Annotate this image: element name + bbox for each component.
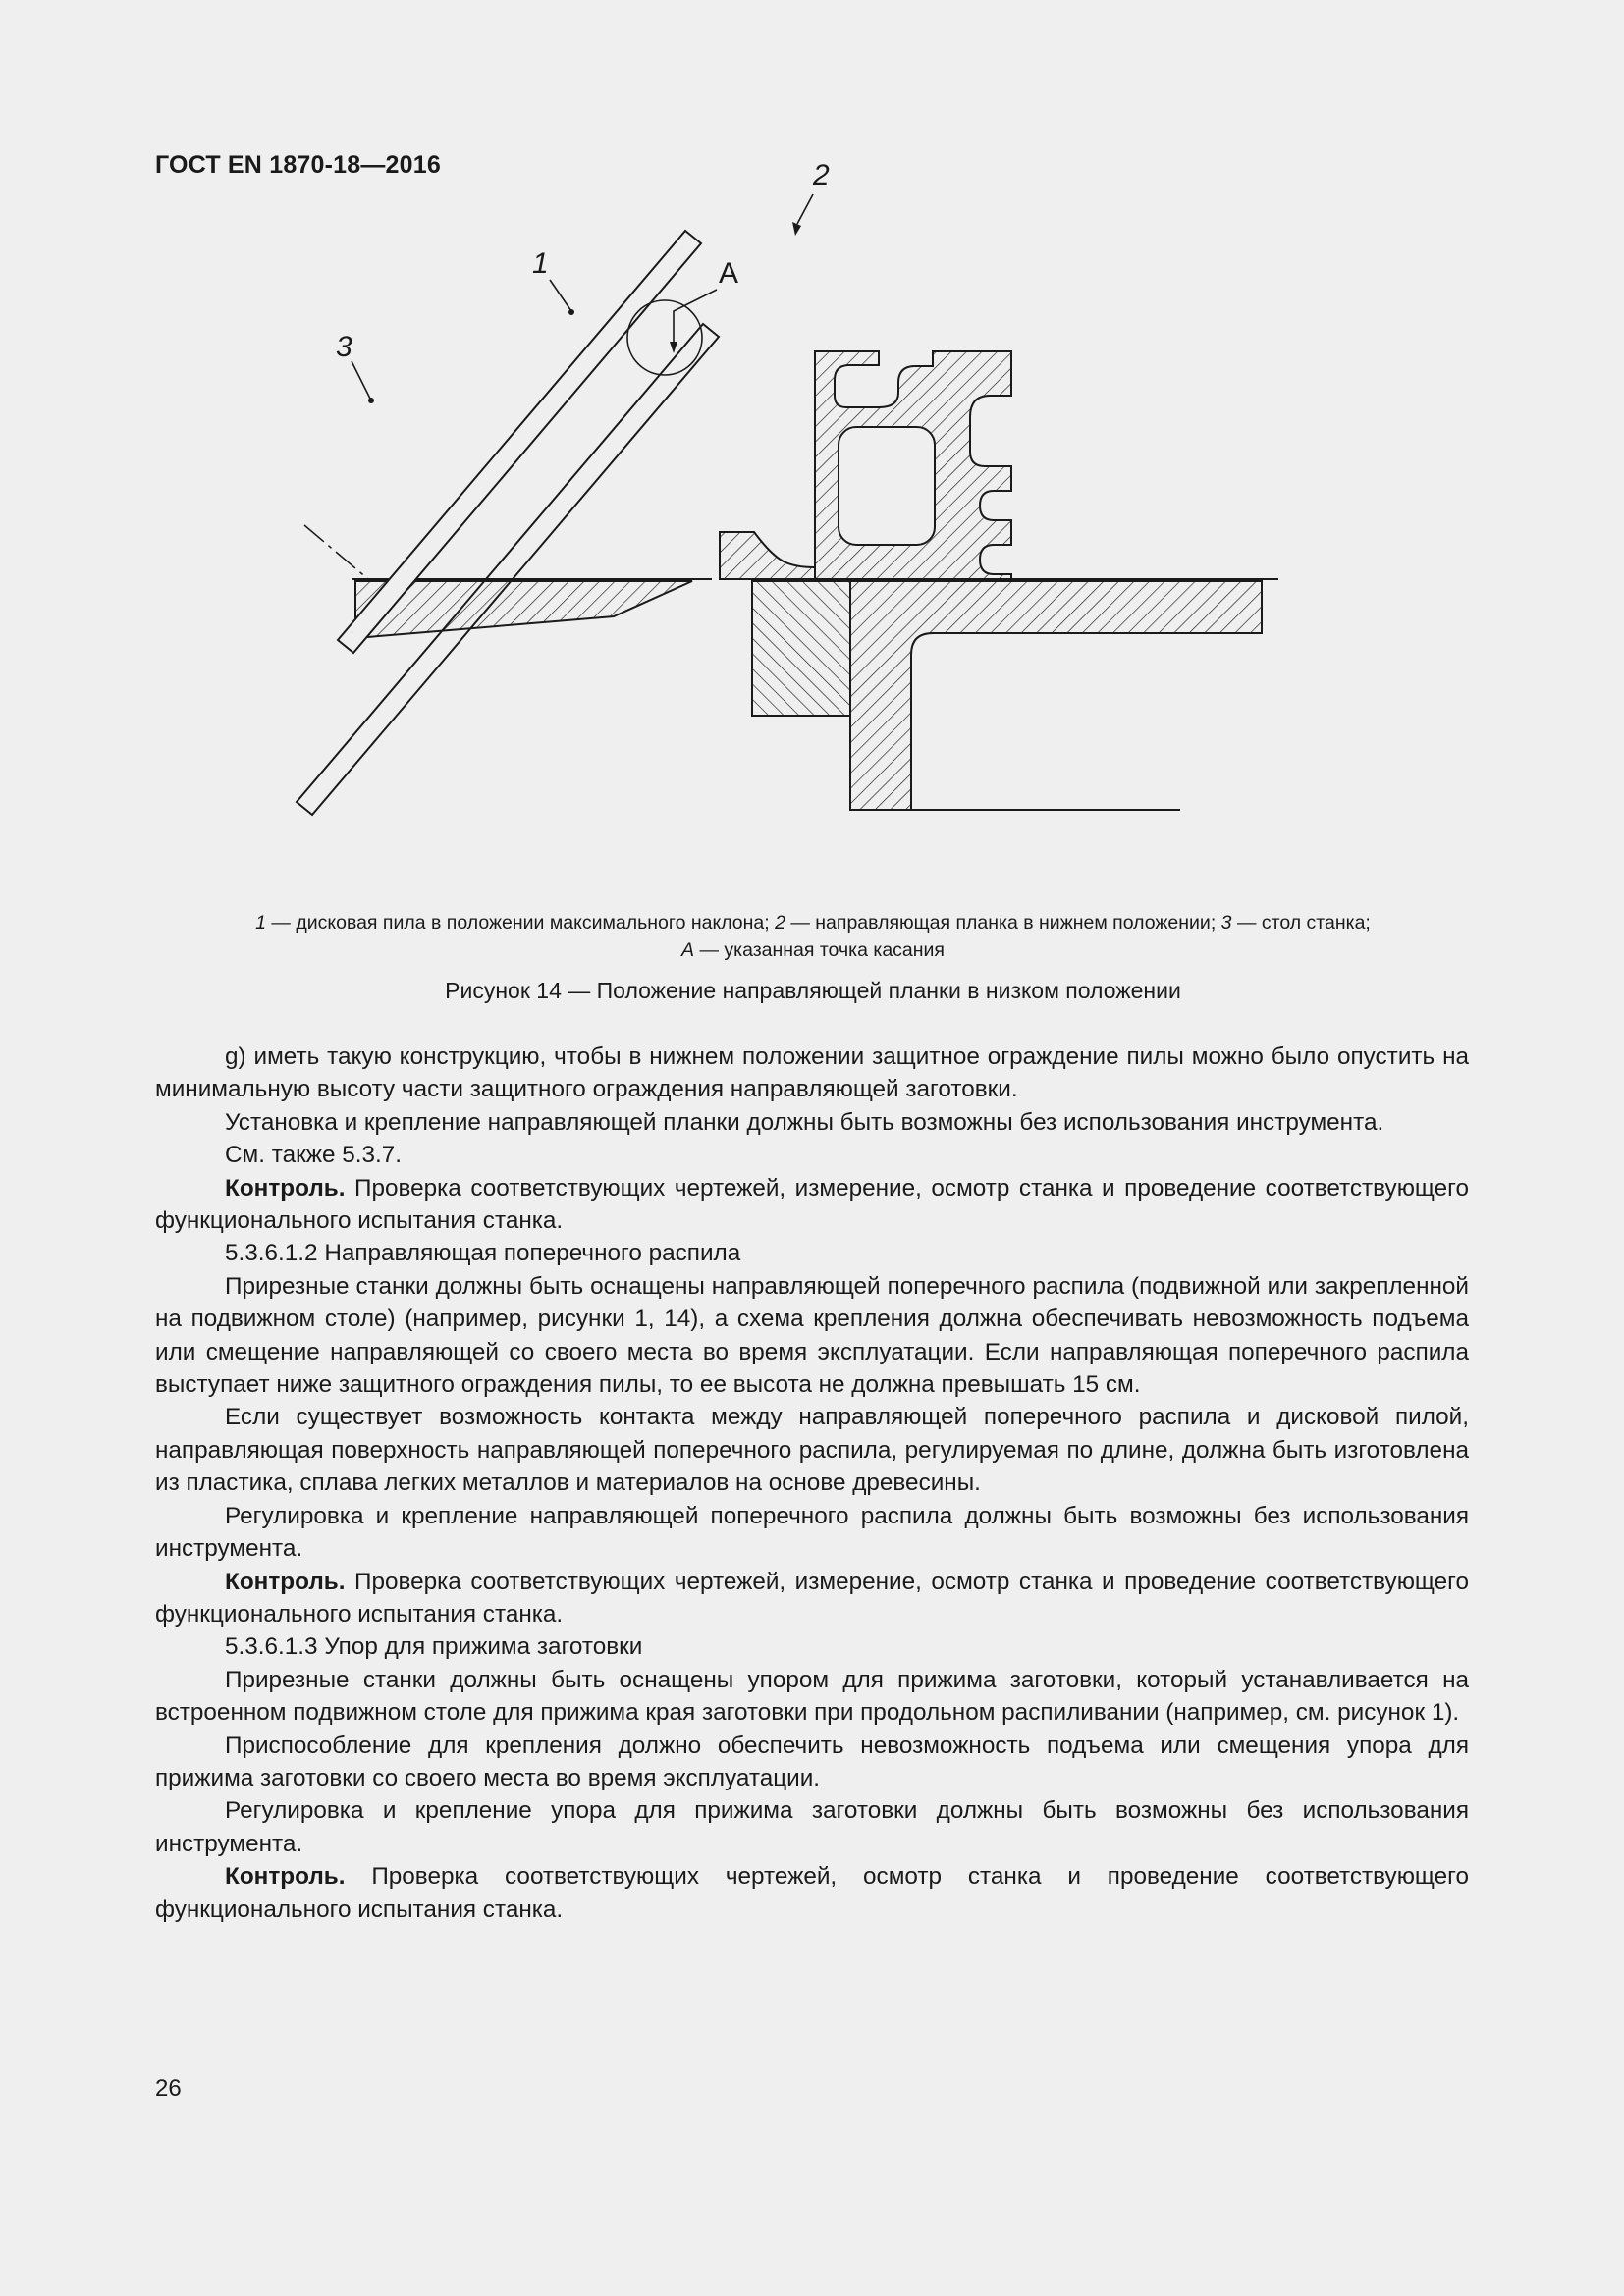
paragraph: Прирезные станки должны быть оснащены направляющей поперечного распила (подвижной или закрепленной на подвижном столе) (например, рисунки 1, 14), а схема крепления должна обеспечивать невозможность подъема или смещение направляющей со своего места во время эксплуатации. Если направляющая поперечного распила выступает ниже защитного ограждения пилы, то ее высота не должна превышать 15 см. [155,1272,1469,1399]
paragraph: Регулировка и крепление направляющей поперечного распила должны быть возможны без использования инструмента. [155,1502,1469,1563]
control-text: Проверка соответствующих чертежей, измерение, осмотр станка и проведение соответствующего функционального испытания станка. [155,1568,1469,1628]
leader-table-dot [368,398,374,403]
figure-caption: Рисунок 14 — Положение направляющей планки в низком положении [445,978,1181,1003]
control-label: Контроль. [225,1863,346,1891]
paragraph-control [155,1566,1469,1631]
figure-legend [155,909,1471,964]
label-fence: 2 [813,159,830,191]
detail-a-leader [674,290,717,348]
drawing-canvas [334,159,1296,883]
paragraph-control [155,1172,1469,1238]
support-block [752,581,850,716]
subsection-heading: 5.3.6.1.2 Направляющая поперечного распила [225,1240,741,1267]
paragraph: Установка и крепление направляющей планки должны быть возможны без использования инструмента. [225,1108,1384,1136]
control-label: Контроль. [225,1568,346,1595]
leader-fence-arrow [792,222,801,236]
control-text: Проверка соответствующих чертежей, осмотр станка и проведение соответствующего функционального испытания станка. [155,1863,1469,1923]
legend-num-a: A [681,939,695,961]
paragraph: Приспособление для крепления должно обеспечить невозможность подъема или смещения упора для прижима заготовки со своего места во время эксплуатации. [155,1732,1469,1791]
paragraph: g) иметь такую конструкцию, чтобы в нижнем положении защитное ограждение пилы можно было опустить на минимальную высоту части защитного ограждения направляющей заготовки. [155,1043,1469,1103]
leader-saw [550,280,571,311]
legend-text-a: — указанная точка касания [694,939,945,961]
body-text [155,1041,1469,1926]
legend-line-2 [155,936,1471,964]
fence-hollow-chamber [839,427,935,545]
paragraph: Регулировка и крепление упора для прижима заготовки должны быть возможны без использования инструмента. [155,1797,1469,1857]
leader-table [352,361,371,400]
label-point-a: A [719,257,739,290]
legend-num-3: 3 [1220,912,1232,934]
paragraph: См. также 5.3.7. [225,1142,403,1169]
label-table: 3 [336,331,352,363]
legend-text-2: — направляющая планка в нижнем положении; [785,912,1221,934]
document-header: ГОСТ EN 1870-18—2016 [155,151,441,179]
paragraph-control [155,1860,1469,1926]
page-number: 26 [155,2075,182,2102]
legend-line-1 [155,909,1471,936]
label-saw: 1 [532,247,549,280]
technical-drawing-figure-14 [334,159,1296,883]
fence-foot-section [720,532,815,579]
control-label: Контроль. [225,1174,346,1201]
legend-num-2: 2 [775,912,785,934]
subsection-heading: 5.3.6.1.3 Упор для прижима заготовки [225,1633,643,1661]
legend-text-3: — стол станка; [1231,912,1371,934]
legend-num-1: 1 [255,912,266,934]
leader-saw-dot [568,309,574,315]
l-frame-section [850,581,1262,810]
legend-text-1: — дисковая пила в положении максимального наклона; [266,912,776,934]
leader-fence [797,194,813,224]
saw-center-mark [304,525,368,579]
control-text: Проверка соответствующих чертежей, измерение, осмотр станка и проведение соответствующего функционального испытания станка. [155,1174,1469,1235]
saw-blade-outline [297,324,719,815]
detail-a-arrow [670,342,677,353]
paragraph: Прирезные станки должны быть оснащены упором для прижима заготовки, который устанавливается на встроенном подвижном столе для прижима края заготовки при продольном распиливании (например, см. рисунок 1). [155,1666,1469,1727]
paragraph: Если существует возможность контакта между направляющей поперечного распила и дисковой пилой, направляющая поверхность направляющей поперечного распила, регулируемая по длине, должна быть изготовлена из пластика, сплава легких металлов и материалов на основе древесины. [155,1404,1469,1497]
